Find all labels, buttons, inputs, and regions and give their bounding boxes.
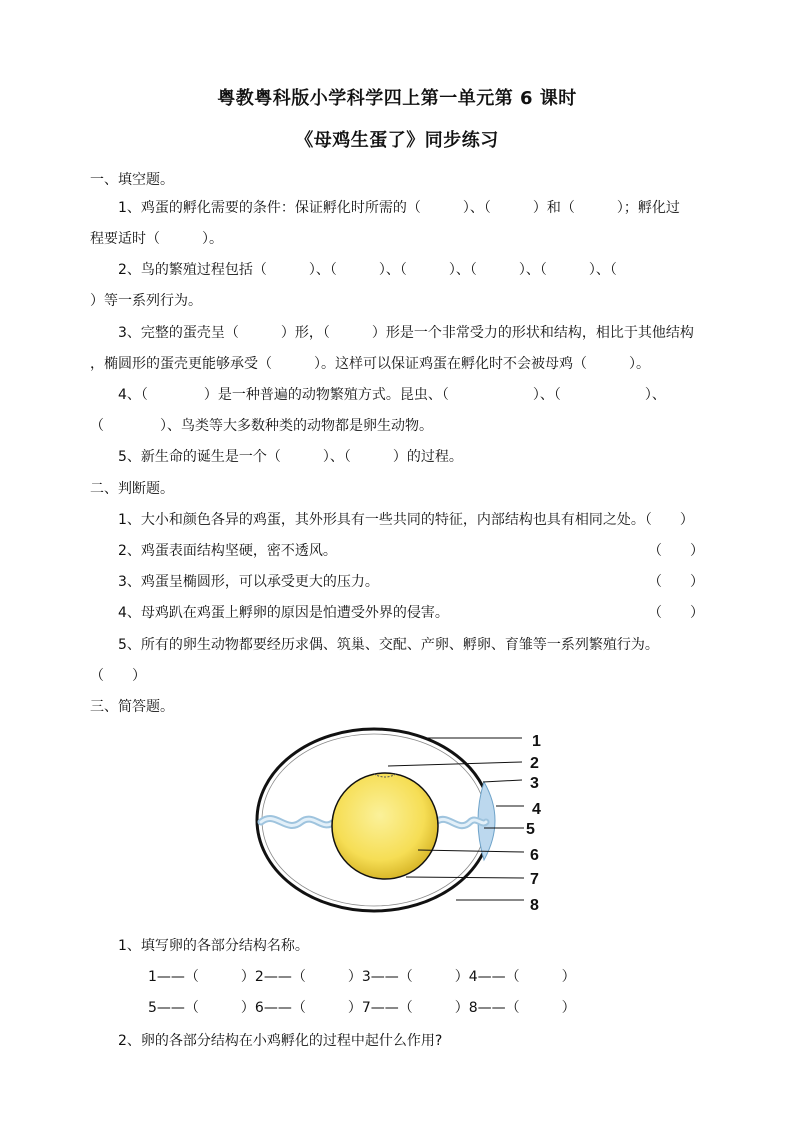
question-2-line-1: 2、鸟的繁殖过程包括（ ）、（ ）、（ ）、（ ）、（ ）、（ (118, 262, 617, 278)
section-heading-true-false: 二、判断题。 (90, 481, 174, 497)
judge-3-answer: （ ） (648, 574, 704, 590)
judge-5-answer: （ ） (90, 668, 146, 684)
diagram-label-6: 6 (530, 847, 539, 864)
diagram-label-7: 7 (530, 871, 539, 888)
diagram-label-4: 4 (532, 801, 541, 818)
judge-4-answer: （ ） (648, 605, 704, 621)
diagram-label-2: 2 (530, 755, 539, 772)
judge-1: 1、大小和颜色各异的鸡蛋，其外形具有一些共同的特征，内部结构也具有相同之处。（ ） (118, 512, 694, 528)
question-4-line-2: （ ）、鸟类等大多数种类的动物都是卵生动物。 (90, 418, 433, 434)
diagram-label-8: 8 (530, 897, 539, 914)
yolk-shape (332, 773, 438, 879)
judge-4: 4、母鸡趴在鸡蛋上孵卵的原因是怕遭受外界的侵害。 (118, 605, 449, 621)
judge-3: 3、鸡蛋呈椭圆形，可以承受更大的压力。 (118, 574, 379, 590)
egg-structure-diagram (246, 722, 556, 922)
question-4-line-1: 4、（ ）是一种普遍的动物繁殖方式。昆虫、（ ）、（ ）、 (118, 387, 666, 403)
judge-2: 2、鸡蛋表面结构坚硬，密不透风。 (118, 543, 337, 559)
question-5: 5、新生命的诞生是一个（ ）、（ ）的过程。 (118, 449, 463, 465)
diagram-number-labels (526, 733, 541, 914)
judge-2-answer: （ ） (648, 543, 704, 559)
short-answer-2: 2、卵的各部分结构在小鸡孵化的过程中起什么作用? (118, 1033, 443, 1049)
question-2-line-2: ）等一系列行为。 (90, 293, 202, 309)
diagram-label-3: 3 (530, 775, 539, 792)
structure-answer-row-1: 1——（ ）2——（ ）3——（ ）4——（ ） (148, 969, 576, 985)
diagram-label-5: 5 (526, 821, 535, 838)
judge-5-line-1: 5、所有的卵生动物都要经历求偶、筑巢、交配、产卵、孵卵、育雏等一系列繁殖行为。 (118, 637, 659, 653)
question-1-line-1: 1、鸡蛋的孵化需要的条件：保证孵化时所需的（ ）、（ ）和（ ）；孵化过 (118, 200, 680, 216)
section-heading-fill-blank: 一、填空题。 (90, 172, 174, 188)
page-subtitle: 《母鸡生蛋了》同步练习 (295, 130, 499, 151)
short-answer-1: 1、填写卵的各部分结构名称。 (118, 938, 309, 954)
structure-answer-row-2: 5——（ ）6——（ ）7——（ ）8——（ ） (148, 1000, 576, 1016)
question-3-line-2: ，椭圆形的蛋壳更能够承受（ ）。这样可以保证鸡蛋在孵化时不会被母鸡（ ）。 (90, 356, 650, 372)
question-3-line-1: 3、完整的蛋壳呈（ ）形，（ ）形是一个非常受力的形状和结构，相比于其他结构 (118, 325, 694, 341)
page-title: 粤教粤科版小学科学四上第一单元第 6 课时 (217, 88, 577, 109)
question-1-line-2: 程要适时（ ）。 (90, 231, 223, 247)
section-heading-short-answer: 三、简答题。 (90, 699, 174, 715)
diagram-label-1: 1 (532, 733, 541, 750)
